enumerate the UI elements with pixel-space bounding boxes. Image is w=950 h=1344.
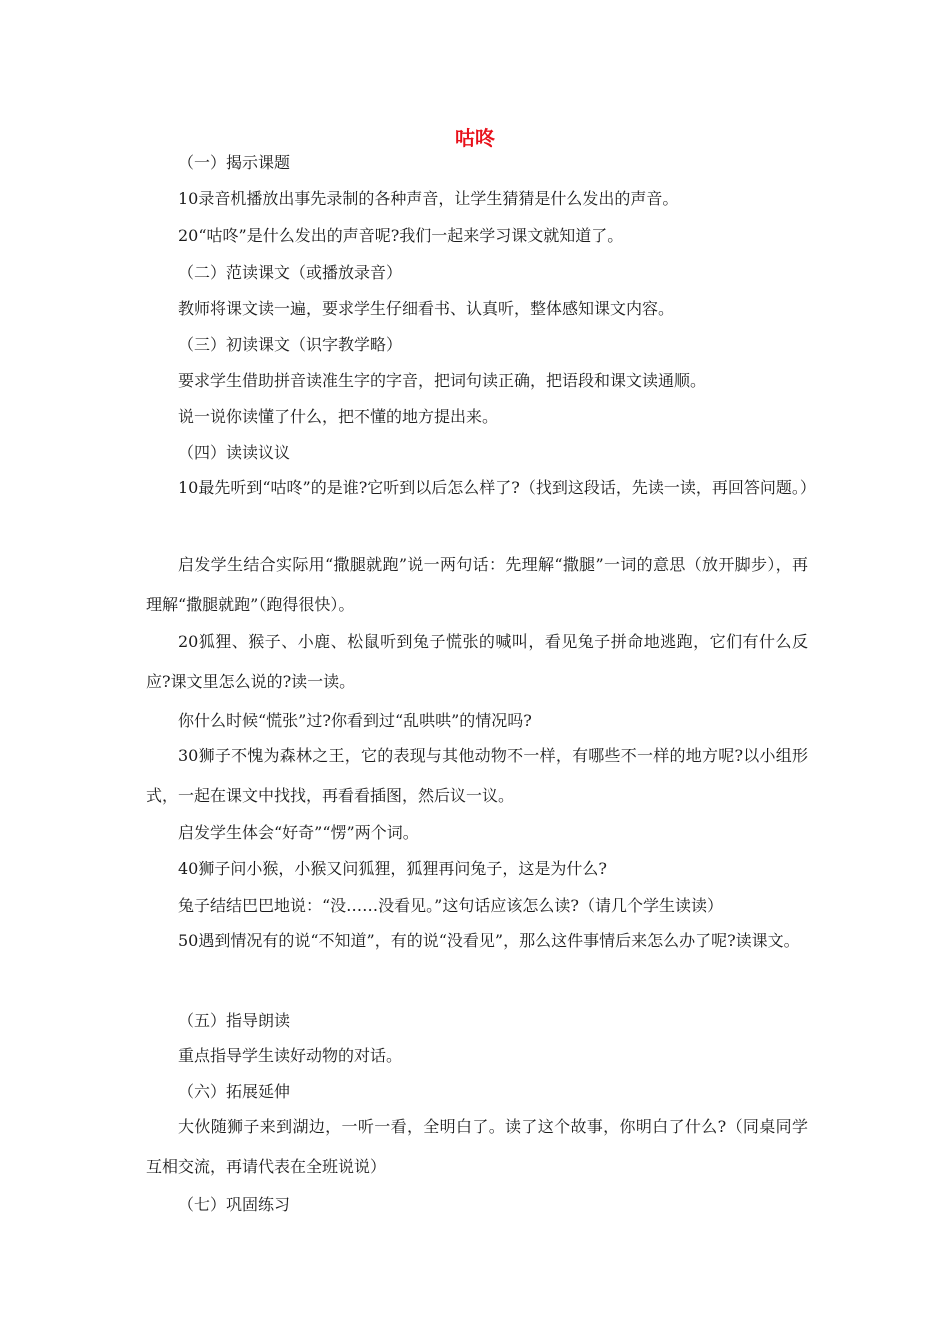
paragraph: 20狐狸、猴子、小鹿、松鼠听到兔子慌张的喊叫，看见兔子拼命地逃跑，它们有什么反应?课文里怎么说的?读一读。 (146, 632, 808, 691)
paragraph: 10录音机播放出事先录制的各种声音，让学生猜猜是什么发出的声音。 (178, 189, 679, 208)
paragraph: 40狮子问小猴，小猴又问狐狸，狐狸再问兔子，这是为什么? (178, 859, 607, 878)
paragraph: 教师将课文读一遍，要求学生仔细看书、认真听，整体感知课文内容。 (178, 299, 675, 318)
paragraph: 兔子结结巴巴地说：“没……没看见。”这句话应该怎么读?（请几个学生读读） (178, 896, 723, 915)
section-heading-2: （二）范读课文（或播放录音） (178, 263, 403, 282)
paragraph: 30狮子不愧为森林之王，它的表现与其他动物不一样，有哪些不一样的地方呢?以小组形式，一起在课文中找找，再看看插图，然后议一议。 (146, 746, 808, 805)
paragraph: 20“咕咚”是什么发出的声音呢?我们一起来学习课文就知道了。 (178, 226, 624, 245)
document-title: 咕咚 (455, 126, 495, 150)
paragraph: 启发学生结合实际用“撒腿就跑”说一两句话：先理解“撒腿”一词的意思（放开脚步），再理解“撒腿就跑”（跑得很快）。 (146, 555, 808, 614)
paragraph: 50遇到情况有的说“不知道”，有的说“没看见”，那么这件事情后来怎么办了呢?读课文。 (178, 931, 800, 950)
paragraph: 启发学生体会“好奇”“愣”两个词。 (178, 823, 419, 842)
section-heading-5: （五）指导朗读 (178, 1011, 291, 1030)
section-heading-1: （一）揭示课题 (178, 153, 291, 172)
paragraph: 大伙随狮子来到湖边，一听一看，全明白了。读了这个故事，你明白了什么?（同桌同学互相交流，再请代表在全班说说） (146, 1117, 808, 1176)
paragraph: 说一说你读懂了什么，把不懂的地方提出来。 (178, 407, 499, 426)
section-heading-3: （三）初读课文（识字教学略） (178, 335, 403, 354)
section-heading-7: （七）巩固练习 (178, 1195, 291, 1214)
paragraph: 要求学生借助拼音读准生字的字音，把词句读正确，把语段和课文读通顺。 (178, 371, 707, 390)
paragraph: 重点指导学生读好动物的对话。 (178, 1046, 403, 1065)
section-heading-6: （六）拓展延伸 (178, 1082, 291, 1101)
paragraph: 你什么时候“慌张”过?你看到过“乱哄哄”的情况吗? (178, 711, 532, 730)
section-heading-4: （四）读读议议 (178, 443, 291, 462)
paragraph: 10最先听到“咕咚”的是谁?它听到以后怎么样了?（找到这段话，先读一读，再回答问题。） (178, 478, 816, 497)
